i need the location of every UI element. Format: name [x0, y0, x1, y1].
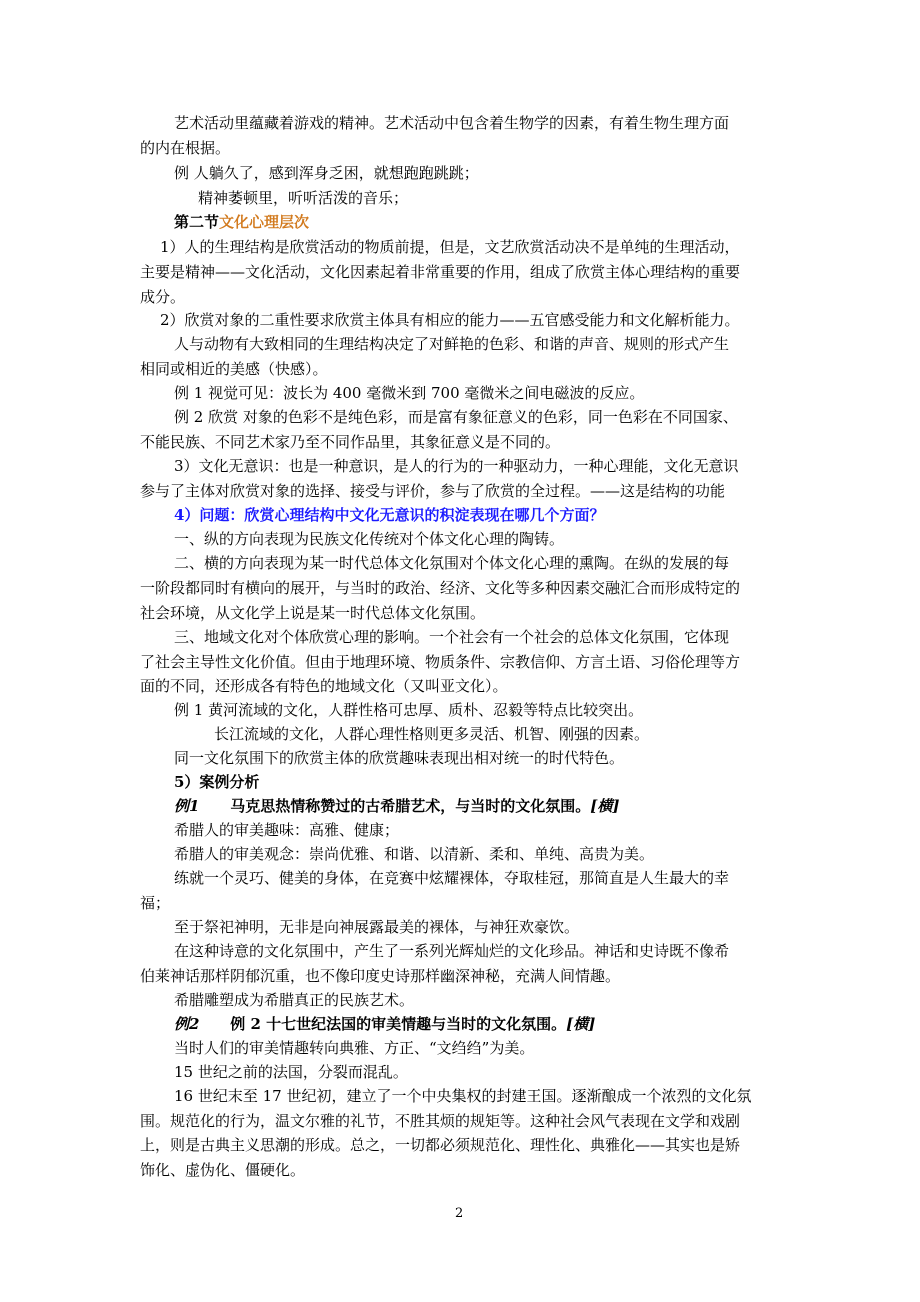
example-tag: [横]	[566, 1015, 596, 1033]
example-heading: 马克思热情称赞过的古希腊艺术，与当时的文化氛围。	[230, 797, 591, 815]
paragraph-line: 上，则是古典主义思潮的形成。总之，一切都必须规范化、理性化、典雅化——其实也是矫	[140, 1136, 741, 1154]
example-title	[174, 794, 619, 818]
paragraph-line: 当时人们的审美情趣转向典雅、方正、“文绉绉”为美。	[174, 1039, 535, 1057]
page-number: 2	[455, 1206, 464, 1221]
paragraph-line: 成分。	[140, 288, 186, 306]
paragraph-line: 二、横的方向表现为某一时代总体文化氛围对个体文化心理的熏陶。在纵的发展的每	[174, 554, 730, 572]
paragraph-line: 一阶段都同时有横向的展开，与当时的政治、经济、文化等多种因素交融汇合而形成特定的	[140, 579, 741, 597]
paragraph-line: 希腊人的审美观念：崇尚优雅、和谐、以清新、柔和、单纯、高贵为美。	[174, 845, 655, 863]
paragraph-line: 至于祭祀神明，无非是向神展露最美的裸体，与神狂欢豪饮。	[174, 918, 580, 936]
example-title	[174, 1012, 595, 1036]
paragraph-line: 希腊雕塑成为希腊真正的民族艺术。	[174, 991, 415, 1009]
paragraph-line: 围。规范化的行为，温文尔雅的礼节，不胜其烦的规矩等。这种社会风气表现在文学和戏剧	[140, 1112, 741, 1130]
question-heading: 4）问题：欣赏心理结构中文化无意识的积淀表现在哪几个方面？	[174, 506, 605, 524]
paragraph-line: 希腊人的审美趣味：高雅、健康；	[174, 821, 400, 839]
paragraph-line: 不能民族、不同艺术家乃至不同作品里，其象征意义是不同的。	[140, 433, 561, 451]
paragraph-line: 人与动物有大致相同的生理结构决定了对鲜艳的色彩、和谐的声音、规则的形式产生	[174, 335, 730, 353]
paragraph-line: 福；	[140, 894, 171, 912]
section-heading	[174, 210, 309, 234]
paragraph-line: 例 1 黄河流域的文化，人群性格可忠厚、质朴、忍毅等特点比较突出。	[174, 701, 644, 719]
paragraph-line: 例 1 视觉可见：波长为 400 毫微米到 700 毫微米之间电磁波的反应。	[174, 384, 645, 402]
paragraph-line: 参与了主体对欣赏对象的选择、接受与评价，参与了欣赏的全过程。——这是结构的功能	[140, 482, 726, 500]
paragraph-line: 练就一个灵巧、健美的身体，在竞赛中炫耀裸体，夺取桂冠，那简直是人生最大的幸	[174, 869, 730, 887]
paragraph-line: 三、地域文化对个体欣赏心理的影响。一个社会有一个社会的总体文化氛围，它体现	[174, 628, 730, 646]
paragraph-line: 主要是精神——文化活动，文化因素起着非常重要的作用，组成了欣赏主体心理结构的重要	[140, 263, 741, 281]
paragraph-line: 2）欣赏对象的二重性要求欣赏主体具有相应的能力——五官感受能力和文化解析能力。	[160, 311, 740, 329]
example-label: 例1	[174, 797, 200, 815]
paragraph-line: 相同或相近的美感（快感）。	[140, 360, 328, 378]
paragraph-line: 15 世纪之前的法国，分裂而混乱。	[174, 1063, 408, 1081]
example-heading: 例 2 十七世纪法国的审美情趣与当时的文化氛围。	[230, 1015, 567, 1033]
paragraph-line: 伯莱神话那样阴郁沉重，也不像印度史诗那样幽深神秘，充满人间情趣。	[140, 967, 621, 985]
paragraph-line: 了社会主导性文化价值。但由于地理环境、物质条件、宗教信仰、方言土语、习俗伦理等方	[140, 653, 741, 671]
example-line: 例 人躺久了，感到浑身乏困，就想跑跑跳跳；	[174, 164, 479, 182]
example-tag: [横]	[590, 797, 620, 815]
paragraph-line: 3）文化无意识：也是一种意识，是人的行为的一种驱动力，一种心理能，文化无意识	[174, 457, 739, 475]
paragraph-line: 长江流域的文化，人群心理性格则更多灵活、机智、刚强的因素。	[214, 725, 650, 743]
paragraph-line: 面的不同，还形成各有特色的地域文化（又叫亚文化）。	[140, 677, 508, 695]
paragraph-line: 例 2 欣赏 对象的色彩不是纯色彩，而是富有象征意义的色彩，同一色彩在不同国家、	[174, 408, 738, 426]
paragraph-line: 饰化、虚伪化、僵硬化。	[140, 1161, 306, 1179]
section-title: 文化心理层次	[219, 213, 310, 231]
paragraph-line: 社会环境，从文化学上说是某一时代总体文化氛围。	[140, 604, 486, 622]
paragraph-line: 16 世纪末至 17 世纪初，建立了一个中央集权的封建王国。逐渐酿成一个浓烈的文化氛	[174, 1087, 752, 1105]
paragraph-line: 艺术活动里蕴藏着游戏的精神。艺术活动中包含着生物学的因素，有着生物生理方面	[174, 114, 730, 132]
paragraph-line: 在这种诗意的文化氛围中，产生了一系列光辉灿烂的文化珍品。神话和史诗既不像希	[174, 942, 730, 960]
paragraph-line: 一、纵的方向表现为民族文化传统对个体文化心理的陶铸。	[174, 530, 565, 548]
case-heading: 5）案例分析	[174, 773, 260, 791]
example-label: 例2	[174, 1015, 200, 1033]
paragraph-line: 的内在根据。	[140, 139, 231, 157]
paragraph-line: 同一文化氛围下的欣赏主体的欣赏趣味表现出相对统一的时代特色。	[174, 749, 625, 767]
paragraph-line: 1）人的生理结构是欣赏活动的物质前提，但是，文艺欣赏活动决不是单纯的生理活动，	[160, 238, 740, 256]
example-line: 精神萎顿里，听听活泼的音乐；	[198, 189, 409, 207]
section-prefix: 第二节	[174, 213, 220, 231]
